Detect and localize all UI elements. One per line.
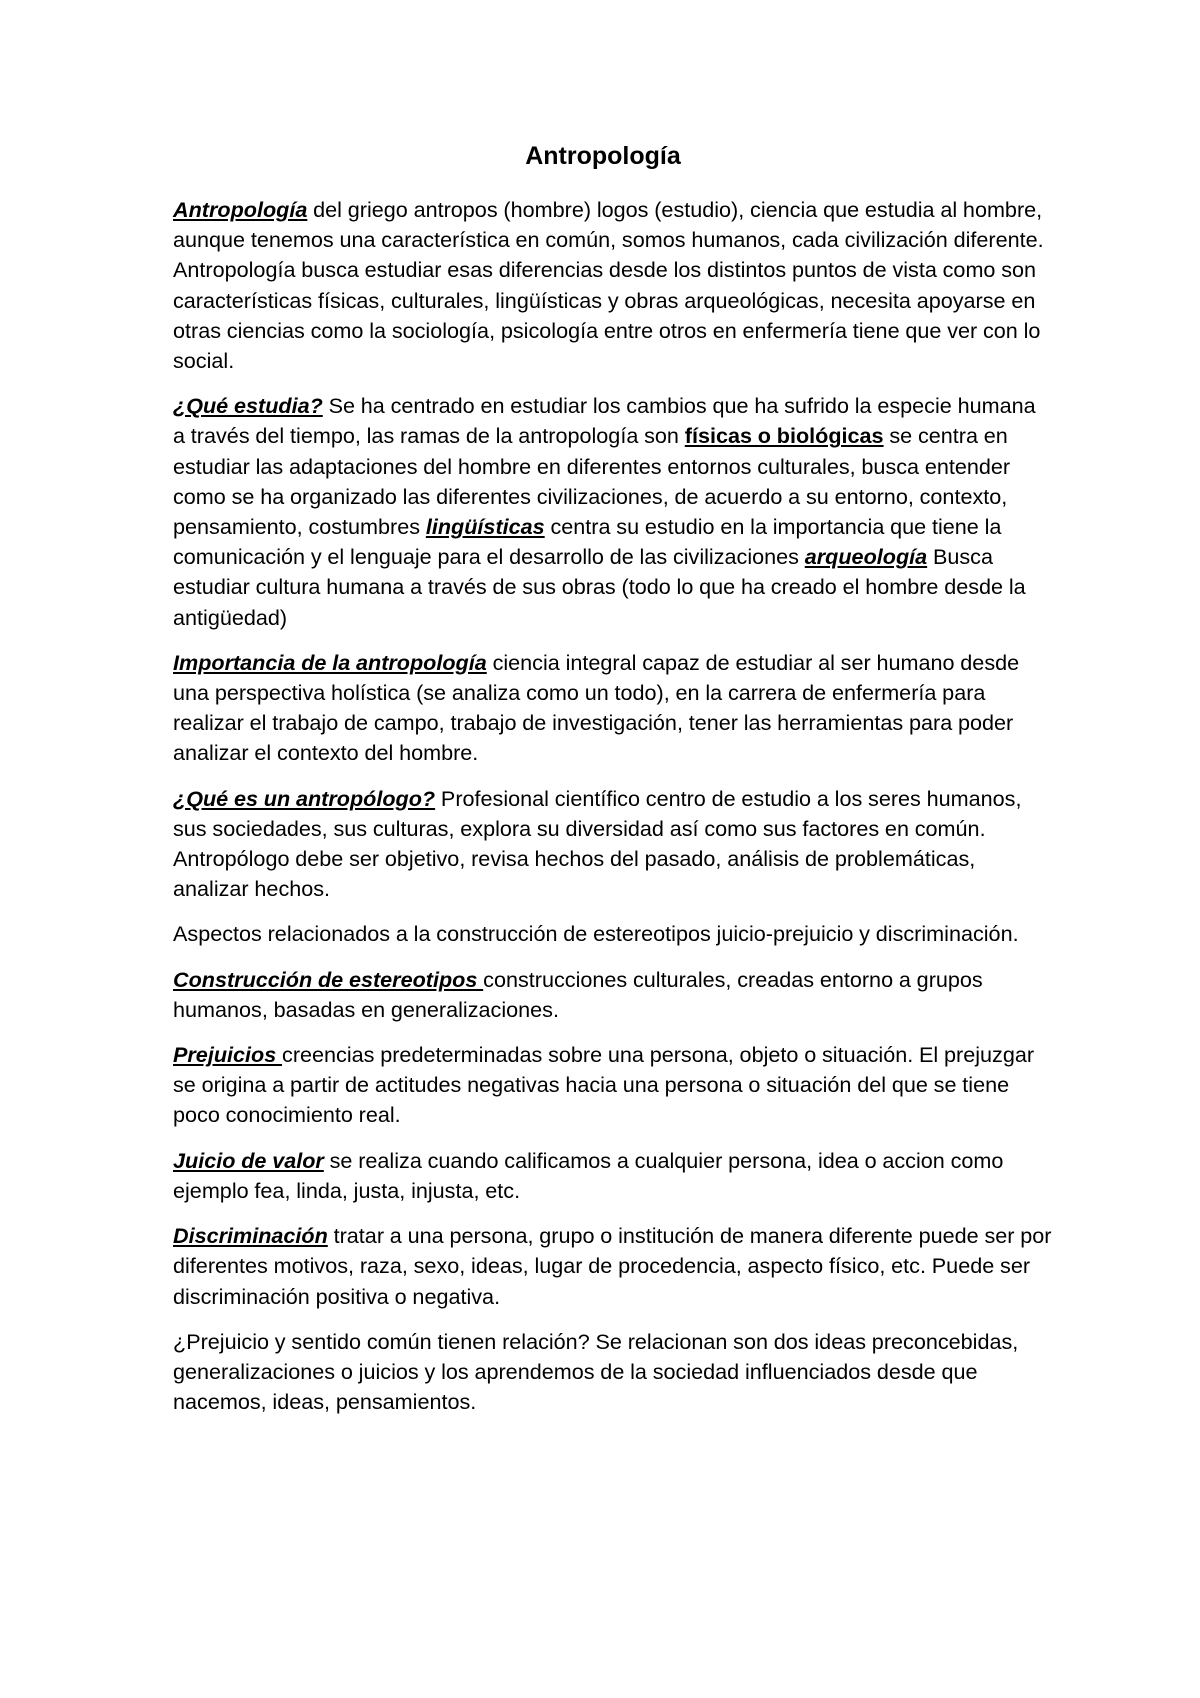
paragraph-text: Aspectos relacionados a la construcción de estereotipos juicio-prejuicio y discriminación. <box>173 921 1019 947</box>
page-title: Antropología <box>525 142 681 170</box>
paragraph-text: se realiza cuando calificamos a cualquier persona, idea o accion como ejemplo fea, linda, justa, injusta, etc. <box>173 1147 1004 1203</box>
paragraph-prejuicio-sentido-comun <box>173 1327 1053 1418</box>
term-linguisticas: lingüísticas <box>425 514 545 540</box>
paragraph-text: centra su estudio en la importancia que tiene la comunicación y el lenguaje para el desarrollo de las civilizaciones <box>173 514 1002 570</box>
paragraph-text: Busca estudiar cultura humana a través de sus obras (todo lo que ha creado el hombre desde la antigüedad) <box>173 544 1026 630</box>
paragraph-prejuicios <box>173 1040 1053 1131</box>
paragraph-que-estudia <box>173 391 1053 633</box>
term-que-estudia: ¿Qué estudia? <box>173 393 323 419</box>
term-discriminacion: Discriminación <box>173 1223 328 1249</box>
paragraph-text: ¿Prejuicio y sentido común tienen relación? Se relacionan son dos ideas preconcebidas, generalizaciones o juicios y los aprendemos de la sociedad influenciados desde que nacemos, ideas, pensamientos. <box>173 1328 1019 1415</box>
paragraph-estereotipos <box>173 965 1053 1025</box>
paragraph-text: Se ha centrado en estudiar los cambios que ha sufrido la especie humana a través del tiempo, las ramas de la antropología son <box>173 393 1036 449</box>
paragraph-antropologo <box>173 784 1053 905</box>
paragraph-discriminacion <box>173 1221 1053 1312</box>
term-importancia: Importancia de la antropología <box>173 649 487 675</box>
paragraph-text: se centra en estudiar las adaptaciones del hombre en diferentes entornos culturales, busca entender como se ha organizado las diferentes civilizaciones, de acuerdo a su entorno, contexto, pensamiento, costumbres <box>173 423 1011 540</box>
paragraph-text: Profesional científico centro de estudio a los seres humanos, sus sociedades, sus culturas, explora su diversidad así como sus factores en común. Antropólogo debe ser objetivo, revisa hechos del pasado, análisis de problemáticas, analizar hechos. <box>173 785 1022 902</box>
paragraph-text: construcciones culturales, creadas entorno a grupos humanos, basadas en generalizaciones. <box>173 966 983 1022</box>
document-body <box>173 195 1053 1432</box>
term-antropologo: ¿Qué es un antropólogo? <box>173 785 436 811</box>
paragraph-aspectos <box>173 919 1053 949</box>
term-prejuicios: Prejuicios <box>173 1042 283 1068</box>
paragraph-text: del griego antropos (hombre) logos (estudio), ciencia que estudia al hombre, aunque tenemos una característica en común, somos humanos, cada civilización diferente. Antropología busca estudiar esas diferencias desde los distintos puntos de vista como son características físicas, culturales, lingüísticas y obras arqueológicas, necesita apoyarse en otras ciencias como la sociología, psicología entre otros en enfermería tiene que ver con lo social. <box>173 197 1044 374</box>
paragraph-importancia <box>173 648 1053 769</box>
term-arqueologia: arqueología <box>804 544 928 570</box>
term-juicio-valor: Juicio de valor <box>173 1147 324 1173</box>
paragraph-text: creencias predeterminadas sobre una persona, objeto o situación. El prejuzgar se origina a partir de actitudes negativas hacia una persona o situación del que se tiene poco conocimiento real. <box>173 1042 1035 1128</box>
paragraph-text: tratar a una persona, grupo o institución de manera diferente puede ser por diferentes motivos, raza, sexo, ideas, lugar de procedencia, aspecto físico, etc. Puede ser discriminación positiva o negativa. <box>173 1223 1052 1309</box>
paragraph-juicio-valor <box>173 1146 1053 1206</box>
term-estereotipos: Construcción de estereotipos <box>173 966 484 992</box>
paragraph-text: ciencia integral capaz de estudiar al ser humano desde una perspectiva holística (se analiza como un todo), en la carrera de enfermería para realizar el trabajo de campo, trabajo de investigación, tener las herramientas para poder analizar el contexto del hombre. <box>173 649 1020 766</box>
term-fisicas-biologicas: físicas o biológicas <box>684 423 884 449</box>
term-antropologia: Antropología <box>173 197 308 222</box>
paragraph-antropologia <box>173 195 1053 376</box>
